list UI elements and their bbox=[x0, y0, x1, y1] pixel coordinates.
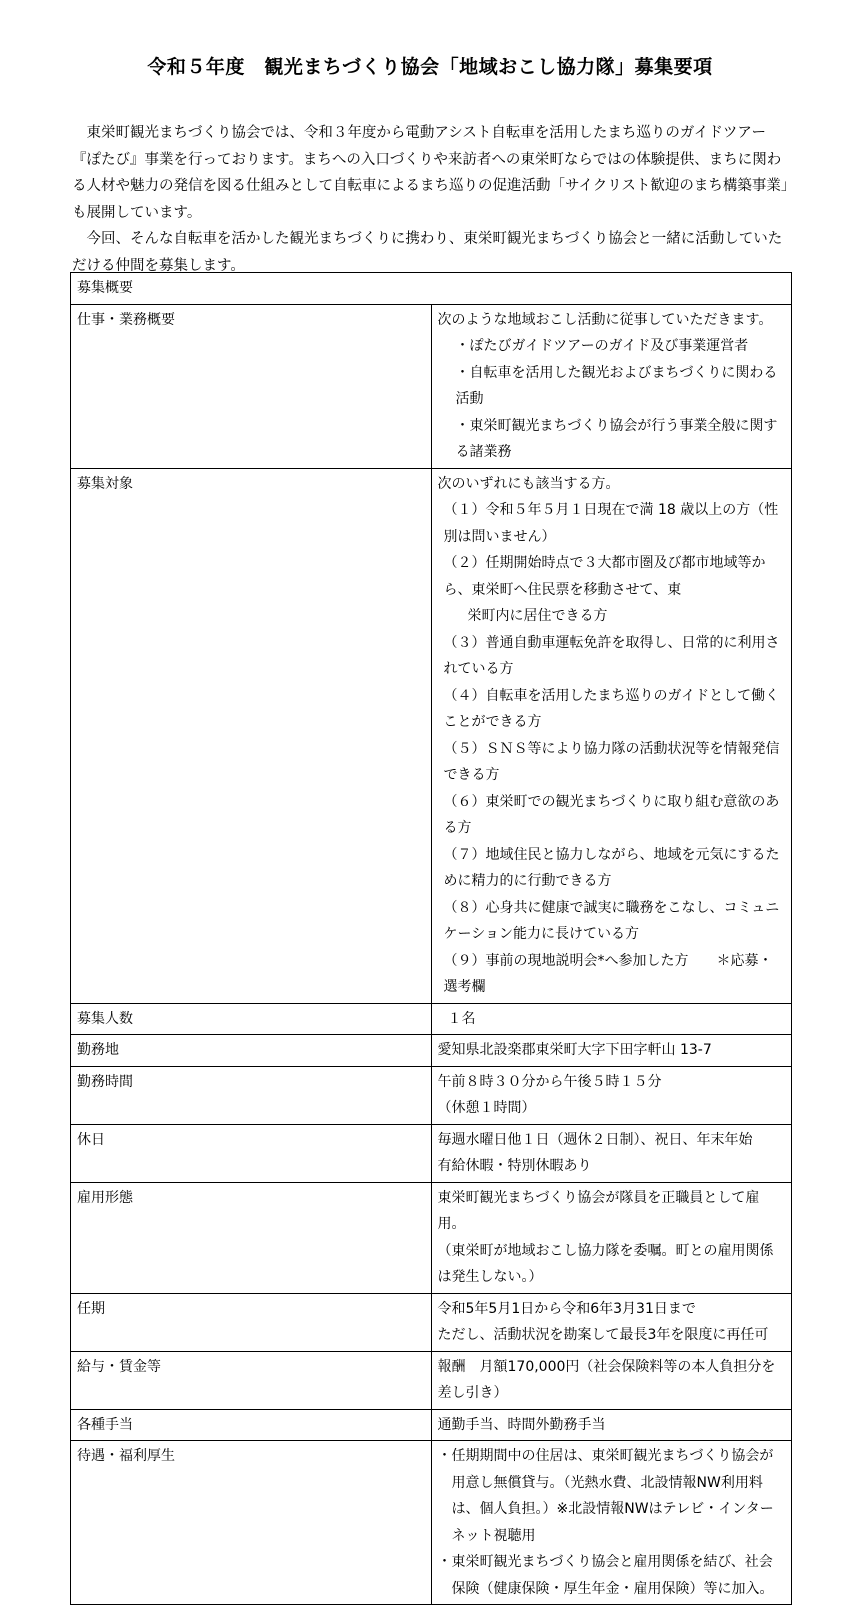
job-item-3: ・東栄町観光まちづくり協会が行う事業全般に関する諸業務 bbox=[455, 417, 778, 460]
intro-paragraph-1: 東栄町観光まちづくり協会では、令和３年度から電動アシスト自転車を活用したまち巡りのガイドツアー『ぽたび』事業を行っております。まちへの入口づくりや来訪者への東栄町ならではの体験提供、まちに関わる人材や魅力の発信を図る仕組みとして自転車によるまち巡りの促進活動「サイクリスト歓迎のまち構築事業」も展開しています。 bbox=[72, 125, 789, 221]
employment-line-1: 東栄町観光まちづくり協会が隊員を正職員として雇用。 bbox=[437, 1189, 760, 1232]
term-line-1: 令和5年5月1日から令和6年3月31日まで bbox=[437, 1300, 696, 1317]
target-item-3: （３）普通自動車運転免許を取得し、日常的に利用されている方 bbox=[443, 634, 780, 677]
table-row-holiday bbox=[71, 1124, 792, 1182]
table-row-target bbox=[71, 468, 792, 1003]
table-row-count bbox=[71, 1003, 792, 1035]
table-row-allowance bbox=[71, 1409, 792, 1441]
job-lead: 次のような地域おこし活動に従事していただきます。 bbox=[437, 311, 773, 328]
target-item-7: （７）地域住民と協力しながら、地域を元気にするために精力的に行動できる方 bbox=[443, 846, 780, 889]
table-row-term bbox=[71, 1293, 792, 1351]
row-value-count bbox=[431, 1003, 792, 1035]
row-value-job bbox=[431, 304, 792, 468]
target-item-1: （１）令和５年５月１日現在で満 18 歳以上の方（性別は問いません） bbox=[443, 502, 779, 545]
hours-line-1: 午前８時３０分から午後５時１５分 bbox=[437, 1073, 662, 1090]
table-row-hours bbox=[71, 1066, 792, 1124]
welfare-item-1: ・任期期間中の住居は、東栄町観光まちづくり協会が用意し無償貸与。（光熱水費、北設情報NW利用料は、個人負担。）※北設情報NWはテレビ・インターネット視聴用 bbox=[437, 1448, 774, 1544]
target-lead: 次のいずれにも該当する方。 bbox=[437, 475, 620, 492]
job-item-2: ・自転車を活用した観光およびまちづくりに関わる活動 bbox=[455, 364, 778, 407]
hours-line-2: （休憩１時間） bbox=[437, 1100, 536, 1116]
row-label-employment: 雇用形態 bbox=[71, 1182, 432, 1293]
row-label-salary: 給与・賃金等 bbox=[71, 1351, 432, 1409]
target-item-9: （９）事前の現地説明会*へ参加した方 ＊応募・選考欄 bbox=[443, 952, 773, 995]
row-label-holiday: 休日 bbox=[71, 1124, 432, 1182]
table-row-salary bbox=[71, 1351, 792, 1409]
target-item-4: （４）自転車を活用したまち巡りのガイドとして働くことができる方 bbox=[443, 687, 780, 730]
recruitment-table bbox=[70, 272, 792, 1605]
intro-paragraph-2: 今回、そんな自転車を活かした観光まちづくりに携わり、東栄町観光まちづくり協会と一緒に活動していただける仲間を募集します。 bbox=[72, 231, 783, 274]
row-label-allowance: 各種手当 bbox=[71, 1409, 432, 1441]
holiday-line-2: 有給休暇・特別休暇あり bbox=[437, 1158, 592, 1174]
employment-line-2: （東栄町が地域おこし協力隊を委嘱。町との雇用関係は発生しない。） bbox=[437, 1242, 774, 1285]
table-row-job bbox=[71, 304, 792, 468]
target-item-5: （５）ＳＮＳ等により協力隊の活動状況等を情報発信できる方 bbox=[443, 740, 780, 783]
welfare-item-2: ・東栄町観光まちづくり協会と雇用関係を結び、社会保険（健康保険・厚生年金・雇用保険）等に加入。 bbox=[437, 1554, 774, 1597]
intro-text bbox=[72, 120, 792, 279]
table-header-row bbox=[71, 273, 792, 305]
table-row-location bbox=[71, 1035, 792, 1067]
row-label-term: 任期 bbox=[71, 1293, 432, 1351]
row-value-allowance: 通勤手当、時間外勤務手当 bbox=[431, 1409, 792, 1441]
row-value-term bbox=[431, 1293, 792, 1351]
row-value-employment bbox=[431, 1182, 792, 1293]
row-label-target: 募集対象 bbox=[71, 468, 432, 1003]
count-value: １名 bbox=[447, 1010, 476, 1027]
row-label-count: 募集人数 bbox=[71, 1003, 432, 1035]
table-row-employment bbox=[71, 1182, 792, 1293]
row-value-target bbox=[431, 468, 792, 1003]
table-row-welfare bbox=[71, 1441, 792, 1605]
target-item-2-continued: 栄町内に居住できる方 bbox=[467, 608, 608, 624]
target-item-8: （８）心身共に健康で誠実に職務をこなし、コミュニケーション能力に長けている方 bbox=[443, 899, 780, 942]
row-value-welfare bbox=[431, 1441, 792, 1605]
row-value-hours bbox=[431, 1066, 792, 1124]
page-title: 令和５年度 観光まちづくり協会「地域おこし協力隊」募集要項 bbox=[147, 56, 713, 78]
holiday-line-1: 毎週水曜日他１日（週休２日制）、祝日、年末年始 bbox=[437, 1131, 753, 1148]
row-value-location: 愛知県北設楽郡東栄町大字下田字軒山 13-7 bbox=[431, 1035, 792, 1067]
target-item-2: （２）任期開始時点で３大都市圏及び都市地域等から、東栄町へ住民票を移動させて、東 bbox=[443, 555, 766, 598]
target-item-6: （６）東栄町での観光まちづくりに取り組む意欲のある方 bbox=[443, 793, 780, 836]
table-header: 募集概要 bbox=[71, 273, 792, 305]
row-value-holiday bbox=[431, 1124, 792, 1182]
row-label-welfare: 待遇・福利厚生 bbox=[71, 1441, 432, 1605]
row-value-salary: 報酬 月額170,000円（社会保険料等の本人負担分を差し引き） bbox=[431, 1351, 792, 1409]
job-item-1: ・ぽたびガイドツアーのガイド及び事業運営者 bbox=[455, 338, 749, 354]
term-line-2: ただし、活動状況を勘案して最長3年を限度に再任可 bbox=[437, 1327, 769, 1343]
row-label-job: 仕事・業務概要 bbox=[71, 304, 432, 468]
row-label-hours: 勤務時間 bbox=[71, 1066, 432, 1124]
row-label-location: 勤務地 bbox=[71, 1035, 432, 1067]
